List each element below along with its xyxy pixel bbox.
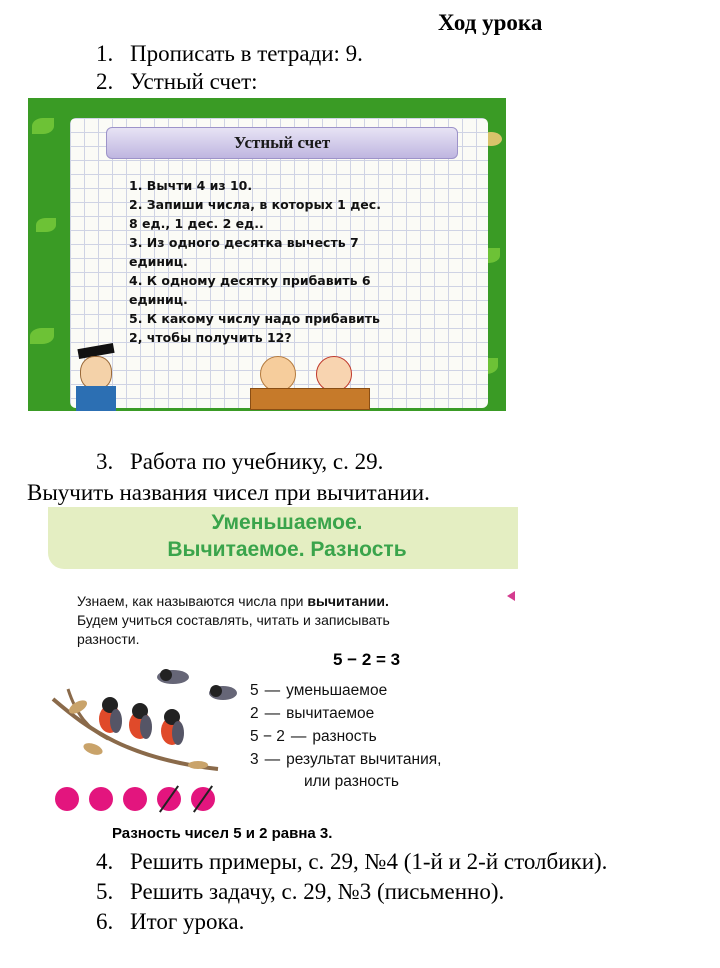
list-text: Итог урока. — [130, 909, 245, 934]
list-text: Прописать в тетради: 9. — [130, 41, 363, 66]
teacher-body-illustration — [76, 386, 116, 411]
list-text: Устный счет: — [130, 69, 258, 94]
list-item-4 — [96, 848, 607, 876]
term-row: 5 − 2 — разность — [250, 728, 377, 745]
list-item-6 — [96, 908, 244, 936]
term-row: 2 — вычитаемое — [250, 705, 375, 722]
list-number: 1. — [96, 41, 114, 66]
girl-illustration — [316, 356, 352, 392]
task-line: 1. Вычти 4 из 10. — [129, 178, 253, 193]
term-row: 3 — результат вычитания, — [250, 751, 442, 768]
list-number: 2. — [96, 69, 114, 94]
task-line: единиц. — [129, 292, 188, 307]
lesson-heading: Ход урока — [438, 10, 543, 35]
term-name: результат вычитания, — [286, 751, 442, 768]
list-number: 6. — [96, 909, 114, 934]
list-item-1 — [96, 40, 363, 68]
term-expression: 3 — [250, 751, 259, 768]
leaf-decoration — [30, 328, 54, 344]
list-item-2 — [96, 68, 258, 96]
task-line: 5. К какому числу надо прибавить — [129, 311, 380, 326]
grid-board — [70, 118, 488, 408]
page-title-line2: Вычитаемое. Разность — [167, 538, 407, 561]
term-expression: 5 − 2 — [250, 728, 285, 745]
leaf-decoration — [36, 218, 56, 232]
intro-line-text: Будем учиться составлять, читать и записывать — [77, 612, 390, 628]
bullfinches-illustration — [48, 669, 238, 781]
dot — [55, 787, 79, 811]
intro-line-text: Узнаем, как называются числа при — [77, 593, 308, 609]
list-item-5 — [96, 878, 504, 906]
slide-banner-title: Устный счет — [106, 127, 458, 159]
dot — [123, 787, 147, 811]
task-line: единиц. — [129, 254, 188, 269]
list-number: 4. — [96, 849, 114, 874]
list-text: Решить примеры, с. 29, №4 (1-й и 2-й столбики). — [130, 849, 608, 874]
intro-line — [77, 630, 517, 649]
task-line: 2. Запиши числа, в которых 1 дес. — [129, 197, 381, 212]
page-title-line1: Уменьшаемое. — [211, 511, 363, 534]
conclusion-text: Разность чисел 5 и 2 равна 3. — [112, 825, 333, 842]
task-line: 3. Из одного десятка вычесть 7 — [129, 235, 359, 250]
oral-counting-slide — [28, 98, 506, 411]
task-line: 2, чтобы получить 12? — [129, 330, 292, 345]
term-tail: или разность — [304, 773, 399, 790]
boy-illustration — [260, 356, 296, 392]
list-number: 5. — [96, 879, 114, 904]
list-text: Решить задачу, с. 29, №3 (письменно). — [130, 879, 505, 904]
teacher-illustration — [80, 356, 112, 390]
school-desk-illustration — [250, 388, 370, 410]
leaf-decoration — [32, 118, 54, 134]
term-name: уменьшаемое — [286, 682, 388, 699]
intro-line-text: разности. — [77, 631, 140, 647]
list-item-3 — [96, 448, 383, 476]
study-instruction: Выучить названия чисел при вычитании. — [27, 480, 430, 505]
task-line: 8 ед., 1 дес. 2 ед.. — [129, 216, 264, 231]
intro-line — [77, 592, 517, 611]
dot — [89, 787, 113, 811]
task-list — [129, 176, 429, 347]
term-expression: 2 — [250, 705, 259, 722]
intro-text — [77, 592, 517, 649]
textbook-page — [28, 507, 518, 845]
term-name: разность — [312, 728, 377, 745]
intro-line — [77, 611, 517, 630]
intro-line-bold: вычитании. — [307, 593, 389, 609]
list-number: 3. — [96, 449, 114, 474]
term-expression: 5 — [250, 682, 259, 699]
term-row: 5 — уменьшаемое — [250, 682, 388, 699]
list-text: Работа по учебнику, с. 29. — [130, 449, 384, 474]
term-name: вычитаемое — [286, 705, 375, 722]
task-line: 4. К одному десятку прибавить 6 — [129, 273, 371, 288]
equation: 5 − 2 = 3 — [333, 650, 401, 669]
